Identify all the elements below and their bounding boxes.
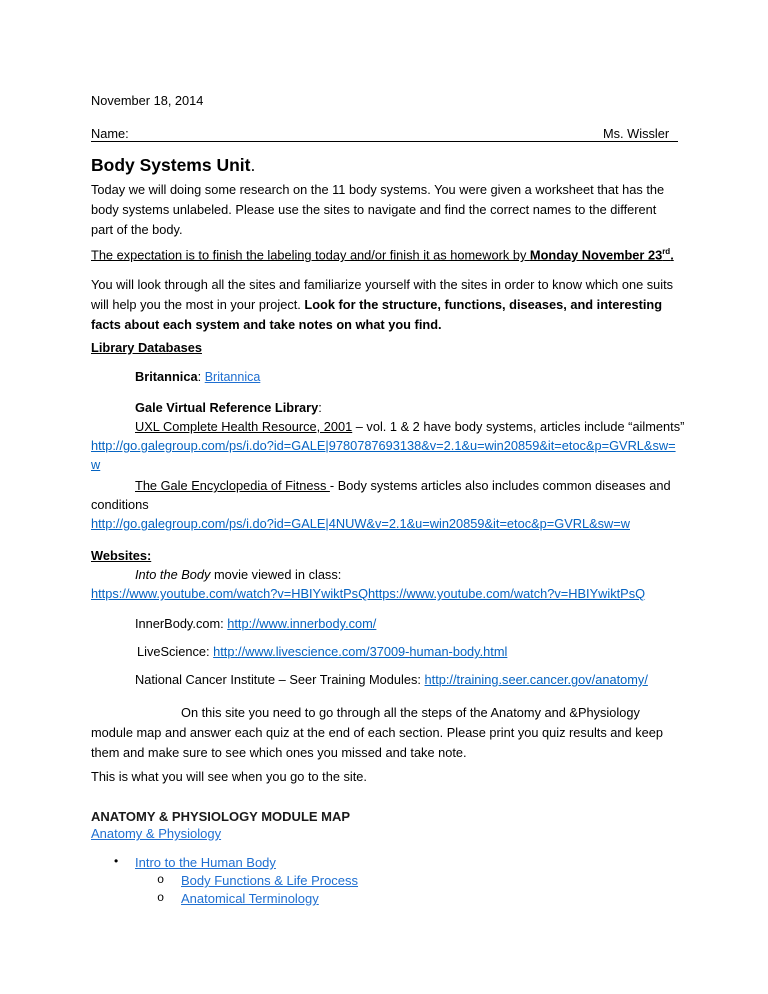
teacher-name: Ms. Wissler xyxy=(603,126,670,141)
name-underline xyxy=(91,141,678,142)
date: November 18, 2014 xyxy=(91,93,204,108)
look-paragraph: You will look through all the sites and familiarize yourself with the sites in order to know which one suits will help you the most in your project. Look for the structure, functions, diseases, and interesting facts about each system and take notes on what you find. xyxy=(91,277,674,332)
uxl-url[interactable]: http://go.galegroup.com/ps/i.do?id=GALE|9780787693138&v=2.1&u=win20859&it=etoc&p=GVRL&sw= xyxy=(91,438,676,453)
expectation-line: The expectation is to finish the labeling today and/or finish it as homework by Monday November 23rd. xyxy=(91,247,674,263)
into-the-body-row: Into the Body movie viewed in class: xyxy=(135,567,342,582)
intro-human-body-link[interactable]: Intro to the Human Body xyxy=(135,855,276,870)
websites-heading: Websites: xyxy=(91,548,152,563)
livescience-link[interactable]: http://www.livescience.com/37009-human-body.html xyxy=(213,644,508,659)
module-heading: ANATOMY & PHYSIOLOGY MODULE MAP xyxy=(91,809,351,824)
fitness-desc-cont: conditions xyxy=(91,497,149,512)
name-label: Name: xyxy=(91,126,129,141)
youtube-url[interactable]: https://www.youtube.com/watch?v=HBIYwiktPsQhttps://www.youtube.com/watch?v=HBIYwiktPsQ xyxy=(91,586,646,601)
britannica-link[interactable]: Britannica xyxy=(204,370,261,384)
gale-heading: Gale Virtual Reference Library: xyxy=(135,400,322,415)
library-heading: Library Databases xyxy=(91,340,202,355)
see-text: This is what you will see when you go to the site. xyxy=(91,769,367,784)
livescience-row: LiveScience: http://www.livescience.com/37009-human-body.html xyxy=(137,644,508,659)
module-link[interactable]: Anatomy & Physiology xyxy=(91,826,222,841)
fitness-row: The Gale Encyclopedia of Fitness - Body systems articles also includes common diseases and xyxy=(135,478,671,493)
innerbody-link[interactable]: http://www.innerbody.com/ xyxy=(227,616,377,631)
body-functions-link[interactable]: Body Functions & Life Process xyxy=(181,873,359,888)
britannica-row: Britannica: Britannica xyxy=(135,369,261,384)
site-instructions: On this site you need to go through all the steps of the Anatomy and &Physiology module map and answer each quiz at the end of each section. Please print you quiz results and keep them and make sure to see which ones you missed and take note. xyxy=(91,705,663,760)
sub-marker-2: o xyxy=(157,891,165,905)
anatomical-terminology-link[interactable]: Anatomical Terminology xyxy=(181,891,319,906)
nci-link[interactable]: http://training.seer.cancer.gov/anatomy/ xyxy=(424,672,648,687)
sub-marker-1: o xyxy=(157,873,165,887)
uxl-row: UXL Complete Health Resource, 2001 – vol. 1 & 2 have body systems, articles include “ailments” xyxy=(135,419,685,434)
intro-paragraph: Today we will doing some research on the 11 body systems. You were given a worksheet that has the body systems unlabeled. Please use the sites to navigate and find the correct names to the different part of the body. xyxy=(91,182,665,237)
innerbody-row: InnerBody.com: http://www.innerbody.com/ xyxy=(135,616,377,631)
bullet-dot: • xyxy=(114,854,119,868)
fitness-url[interactable]: http://go.galegroup.com/ps/i.do?id=GALE|4NUW&v=2.1&u=win20859&it=etoc&p=GVRL&sw=w xyxy=(91,516,630,531)
uxl-url-cont[interactable]: w xyxy=(91,457,101,472)
page-title: Body Systems Unit. xyxy=(91,155,256,175)
nci-row: National Cancer Institute – Seer Training Modules: http://training.seer.cancer.gov/anatomy/ xyxy=(135,672,648,687)
